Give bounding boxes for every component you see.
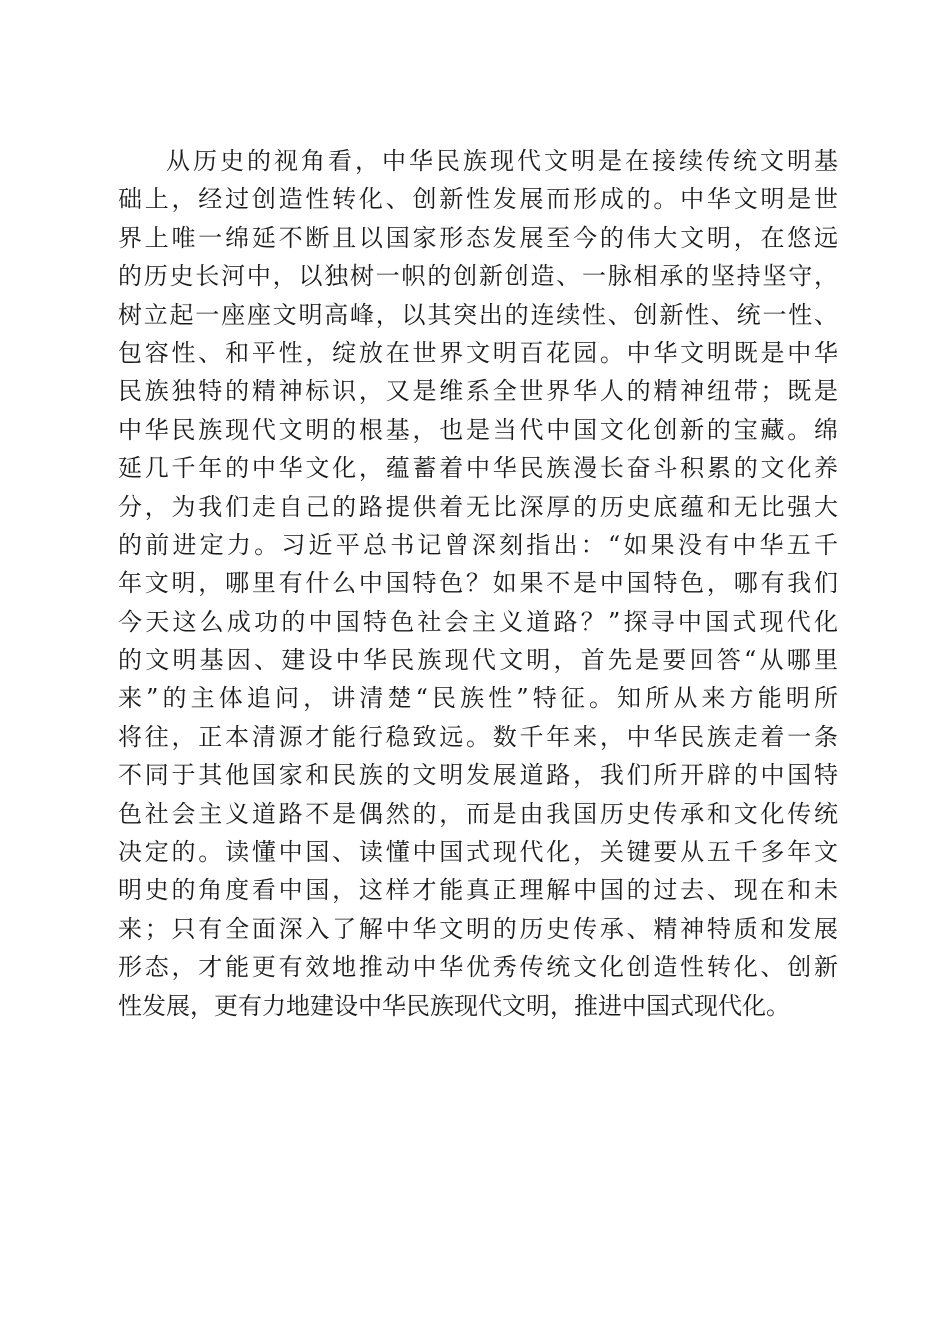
paragraph-line: 分，为我们走自己的路提供着无比深厚的历史底蕴和无比强大 — [118, 492, 838, 521]
paragraph-line: 不同于其他国家和民族的文明发展道路，我们所开辟的中国特 — [118, 761, 838, 790]
paragraph-line: 明史的角度看中国，这样才能真正理解中国的过去、现在和未 — [118, 876, 838, 905]
paragraph-line: 界上唯一绵延不断且以国家形态发展至今的伟大文明，在悠远 — [118, 223, 838, 252]
paragraph-line: 从历史的视角看，中华民族现代文明是在接续传统文明基 — [166, 147, 838, 175]
paragraph-line: 的文明基因、建设中华民族现代文明，首先是要回答“从哪里 — [118, 646, 838, 675]
paragraph-line: 的历史长河中，以独树一帜的创新创造、一脉相承的坚持坚守， — [118, 262, 838, 291]
paragraph-line: 年文明，哪里有什么中国特色？如果不是中国特色，哪有我们 — [118, 569, 838, 598]
paragraph-line: 今天这么成功的中国特色社会主义道路？”探寻中国式现代化 — [118, 607, 838, 636]
paragraph-line: 来；只有全面深入了解中华文明的历史传承、精神特质和发展 — [118, 914, 838, 943]
paragraph-line: 性发展，更有力地建设中华民族现代文明，推进中国式现代化。 — [118, 991, 790, 1020]
paragraph-line: 的前进定力。习近平总书记曾深刻指出：“如果没有中华五千 — [118, 530, 838, 559]
paragraph-line: 色社会主义道路不是偶然的，而是由我国历史传承和文化传统 — [118, 799, 838, 828]
paragraph-line: 民族独特的精神标识，又是维系全世界华人的精神纽带；既是 — [118, 377, 838, 406]
paragraph-line: 决定的。读懂中国、读懂中国式现代化，关键要从五千多年文 — [118, 838, 838, 867]
paragraph-line: 中华民族现代文明的根基，也是当代中国文化创新的宝藏。绵 — [118, 415, 838, 444]
paragraph-line: 树立起一座座文明高峰，以其突出的连续性、创新性、统一性、 — [118, 300, 838, 329]
body-paragraph — [118, 142, 838, 1025]
paragraph-line: 包容性、和平性，绽放在世界文明百花园。中华文明既是中华 — [118, 338, 838, 367]
paragraph-line: 形态，才能更有效地推动中华优秀传统文化创造性转化、创新 — [118, 953, 838, 982]
paragraph-line: 来”的主体追问，讲清楚“民族性”特征。知所从来方能明所 — [118, 684, 838, 713]
paragraph-line: 延几千年的中华文化，蕴蓄着中华民族漫长奋斗积累的文化养 — [118, 454, 838, 483]
paragraph-line: 础上，经过创造性转化、创新性发展而形成的。中华文明是世 — [118, 185, 838, 214]
paragraph-line: 将往，正本清源才能行稳致远。数千年来，中华民族走着一条 — [118, 722, 838, 751]
